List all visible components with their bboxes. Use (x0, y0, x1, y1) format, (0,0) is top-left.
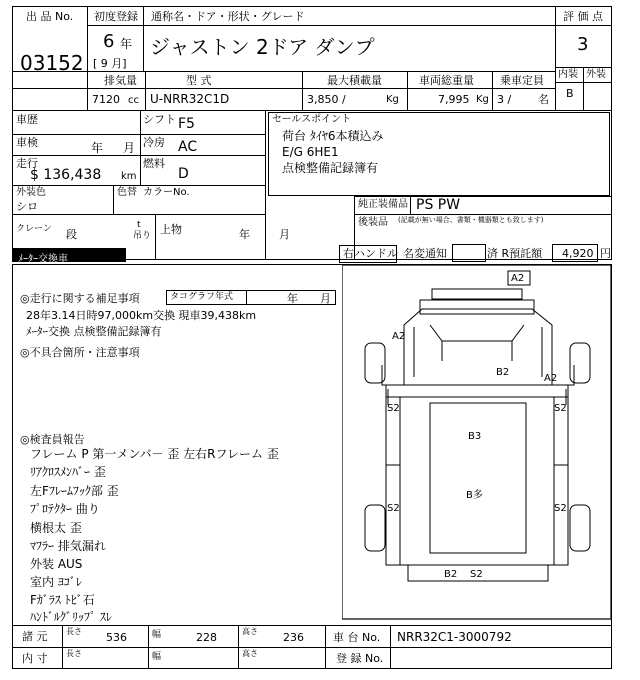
lift-label: 上物 (160, 223, 182, 236)
name-change-box (452, 244, 486, 262)
inspector-line-2: ﾘｱｸﾛｽﾒﾝﾊﾞｰ 歪 (30, 465, 106, 479)
first-reg-month: [ 9 月] (93, 57, 127, 70)
length-value: 536 (106, 631, 127, 644)
crane-label: クレーン (16, 224, 52, 234)
shift-value: F5 (178, 116, 195, 132)
damage-mark-6: S2 (554, 403, 567, 414)
model-label: 型 式 (186, 74, 212, 87)
capacity-unit: 名 (538, 93, 549, 106)
damage-mark-2: A2 (392, 331, 406, 342)
recycle-label: 済 R預託額 (487, 247, 543, 260)
crane-hang-unit: 吊り (133, 231, 152, 241)
lot-number: 03152 (20, 51, 84, 75)
model: U-NRR32C1D (150, 92, 230, 106)
color-code-label: カラーNo. (143, 187, 190, 198)
mileage-unit: km (121, 171, 137, 182)
width-value: 228 (196, 631, 217, 644)
tacho-month-unit: 月 (320, 292, 331, 305)
inspection-month-unit: 月 (123, 141, 136, 155)
registration-label: 登 録 No. (336, 652, 384, 665)
inner-width-label: 幅 (152, 652, 162, 662)
aftermarket-note: (記載が無い場合、書類・機器類とも致します) (398, 216, 544, 224)
height-value: 236 (283, 631, 304, 644)
meter-exchange-text: ﾒｰﾀｰ交換車 (18, 254, 68, 265)
inner-label: 内 寸 (22, 652, 48, 665)
spec-label: 諸 元 (22, 630, 48, 643)
max-load: 3,850 / (307, 93, 346, 106)
inspector-line-3: 左Fﾌﾚｰﾑﾌｯｸ部 歪 (30, 484, 119, 498)
name-change-label: 名変通知 (403, 247, 447, 260)
color-value: シロ (16, 200, 38, 213)
max-load-unit: Kg (386, 94, 399, 105)
genuine-equipment: PS PW (416, 197, 461, 213)
sales-line-3: 点検整備記録簿有 (282, 161, 379, 175)
inspector-line-5: 横根太 歪 (30, 521, 82, 535)
genuine-equipment-label: 純正装備品 (358, 199, 408, 210)
gross-weight: 7,995 (438, 93, 470, 106)
truck-damage-diagram (342, 265, 612, 620)
ac-label: 冷房 (143, 136, 165, 149)
lift-month-unit: 月 (279, 228, 290, 241)
inner-length-label: 長さ (66, 649, 82, 658)
tacho-label: タコグラフ年式 (170, 292, 234, 302)
height-label: 高さ (242, 627, 258, 636)
defects-label: ◎不具合箇所・注意事項 (20, 346, 140, 359)
running-note-1: 28年3.14日時97,000km交換 現車39,438km (26, 309, 257, 322)
damage-mark-5: S2 (387, 403, 400, 414)
fuel-label: 燃料 (143, 157, 165, 170)
vehicle-name: ジャストン 2ドア ダンプ (150, 35, 375, 59)
width-label: 幅 (152, 630, 162, 640)
displacement-unit: cc (128, 95, 139, 106)
chassis-number: NRR32C1-3000792 (397, 630, 512, 644)
inspector-line-10: ﾊﾝﾄﾞﾙｸﾞﾘｯﾌﾟ ｽﾚ (30, 610, 112, 624)
crane-t-unit: t (137, 220, 141, 230)
damage-mark-1: A2 (511, 273, 525, 284)
inspector-line-9: Fｶﾞﾗｽ ﾄﾋﾞ石 (30, 593, 95, 607)
damage-mark-7: B3 (468, 431, 482, 442)
running-notes-label: ◎走行に関する補足事項 (20, 292, 140, 305)
damage-mark-9: S2 (387, 503, 400, 514)
inner-height-label: 高さ (242, 649, 258, 658)
inspector-line-4: ﾌﾟﾛﾃｸﾀｰ 曲り (30, 502, 100, 516)
mileage-label: 走行 (16, 157, 38, 170)
crane-stage-unit: 段 (66, 228, 77, 241)
meter-exchange-badge (12, 248, 126, 265)
displacement: 7120 (92, 93, 120, 106)
sales-point-label: セールスポイント (272, 114, 352, 125)
inspector-line-1: フレーム P 第一メンバ－ 歪 左右Rフレーム 歪 (30, 447, 279, 461)
sales-line-2: E/G 6HE1 (282, 145, 339, 159)
damage-mark-3: A2 (544, 373, 558, 384)
lift-year-unit: 年 (239, 228, 250, 241)
inspection-label: 車検 (16, 136, 38, 149)
gross-weight-unit: Kg (476, 94, 489, 105)
inspector-label: ◎検査員報告 (20, 433, 85, 446)
lot-label: 出 品 No. (26, 10, 74, 23)
damage-mark-10: S2 (554, 503, 567, 514)
inspection-year-unit: 年 (91, 141, 104, 155)
exterior-label: 外装 (586, 69, 606, 80)
aftermarket-label: 後装品 (358, 217, 388, 228)
length-label: 長さ (66, 627, 82, 636)
damage-mark-11: B2 (444, 569, 458, 580)
inspector-line-7: 外装 AUS (30, 557, 83, 571)
max-load-label: 最大積載量 (327, 74, 382, 87)
shift-label: シフト (143, 113, 176, 126)
right-handle: 右ハンドル (343, 247, 398, 260)
mileage-value: $ 136,438 (30, 167, 102, 183)
interior-grade: B (566, 87, 574, 100)
name-label: 通称名・ドア・形状・グレード (151, 10, 305, 23)
first-reg-label: 初度登録 (94, 10, 138, 23)
fuel-value: D (178, 166, 189, 182)
score-value: 3 (577, 34, 589, 55)
damage-mark-8: B多 (466, 490, 483, 501)
capacity: 3 / (497, 93, 512, 106)
gross-weight-label: 車両総重量 (419, 74, 474, 87)
capacity-label: 乗車定員 (500, 74, 544, 87)
recycle-amount: 4,920 (562, 247, 594, 260)
interior-label: 内装 (558, 69, 578, 80)
running-note-2: ﾒｰﾀｰ交換 点検整備記録簿有 (26, 325, 162, 338)
inspector-line-6: ﾏﾌﾗｰ 排気漏れ (30, 539, 106, 553)
color-label: 外装色 (16, 187, 46, 198)
inspector-line-8: 室内 ﾖｺﾞﾚ (30, 575, 82, 589)
score-label: 評 価 点 (563, 10, 603, 23)
sales-line-1: 荷台 ﾀｲﾔ6本積込み (282, 129, 384, 143)
recycle-unit: 円 (600, 247, 611, 260)
color-change-label: 色替 (117, 187, 137, 198)
displacement-label: 排気量 (104, 74, 137, 87)
damage-mark-4: B2 (496, 367, 510, 378)
year-unit: 年 (120, 37, 133, 51)
first-reg-year: 6 (103, 31, 115, 52)
tacho-year-unit: 年 (287, 292, 298, 305)
chassis-label: 車 台 No. (333, 631, 381, 644)
history-label: 車歴 (16, 113, 38, 126)
damage-mark-12: S2 (470, 569, 483, 580)
ac-value: AC (178, 139, 198, 155)
